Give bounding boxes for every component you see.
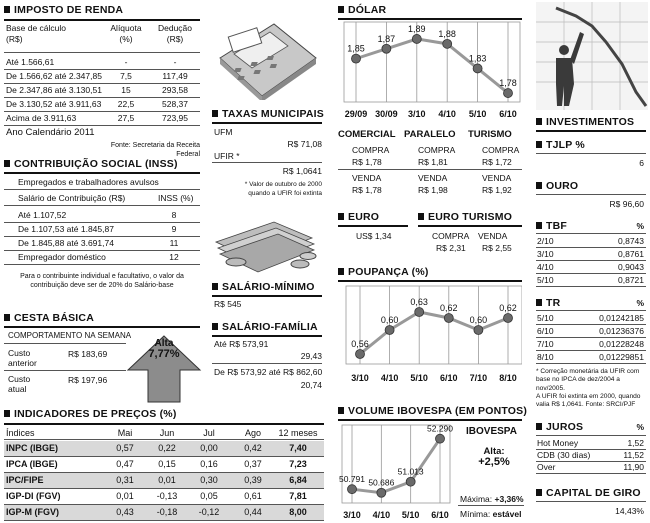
tr-row-value: 0,01242185 [599,313,644,323]
juros-pct: % [636,422,644,432]
dolar-venda-value: R$ 1,92 [482,185,512,195]
inss-row-pct: 8 [171,210,177,220]
ind-row-name: INPC (IBGE) [6,443,59,453]
divider [536,363,646,364]
tr-row-value: 0,01229851 [599,352,644,362]
ir-row-base: De 3.130,52 até 3.911,63 [6,99,102,109]
juros-row-value: 1,52 [627,438,644,448]
divider [4,250,200,251]
divider [536,247,646,248]
juros-row-value: 11,90 [623,462,644,472]
fam-v1: 29,43 [300,351,322,361]
juros-row-label: Hot Money [537,438,579,448]
divider [4,97,200,98]
ir-row-base: Até 1.566,61 [6,57,55,67]
dolar-compra-label: COMPRA [352,145,390,155]
ir-row-aliquota: 7,5 [120,71,132,81]
fam-v2: 20,74 [300,380,322,390]
ufm-label: UFM [214,127,233,137]
ind-row-value: 0,16 [200,459,218,469]
chart-point [352,54,361,63]
ind-row-value: 0,30 [200,475,218,485]
tr-note: * Correção monetária da UFIR com base no IPCA de dez/2004 a nov/2005. A UFIR foi extinta em 2000, quando valia R$ 1,0641. Fonte: SRCI/PJF [536,368,641,409]
ind-row-value: -0,12 [198,507,220,517]
chart-data-label: 0,56 [351,339,369,349]
ind-row-name: IPCA (IBGE) [6,459,58,469]
ir-row-deducao: - [173,57,177,67]
money-illustration [212,212,318,276]
cesta-sub: COMPORTAMENTO NA SEMANA [8,331,132,340]
euro-value: US$ 1,34 [356,231,392,241]
chart-tick-label: 30/09 [375,109,398,119]
ind-row-value: -0,18 [156,507,178,517]
tr-row-label: 8/10 [537,352,554,362]
dolar-chart [338,20,522,120]
ibov-label: IBOVESPA [466,426,517,437]
chart-point [348,485,357,494]
ibov-alta: Alta: +2,5% [478,446,510,468]
ir-row-aliquota: - [124,57,128,67]
dolar-title: DÓLAR [338,4,386,16]
ind-header: Jun [159,428,175,438]
ir-row-deducao: 528,37 [162,99,188,109]
businessman-illustration [536,2,648,110]
chart-tick-label: 3/10 [343,510,361,520]
divider [536,337,646,338]
inss-sub: Empregados e trabalhadores avulsos [18,177,159,187]
chart-tick-label: 8/10 [499,373,517,383]
inss-row-faixa: De 1.107,53 até 1.845,87 [18,224,114,234]
tr-row-value: 0,01236376 [599,326,644,336]
chart-data-label: 50.791 [339,474,365,485]
eurot-venda-label: VENDA [478,231,508,241]
poup-chart [338,284,522,384]
tjlp-title: TJLP % [536,139,585,151]
divider [338,169,522,170]
ir-row-aliquota: 22,5 [117,99,135,109]
ind-row-value: 0,39 [244,475,262,485]
juros-row-label: CDB (30 dias) [537,450,591,460]
tbf-row-value: 0,8743 [618,236,644,246]
dolar-compra-label: COMPRA [482,145,520,155]
giro-title: CAPITAL DE GIRO [536,487,641,499]
dolar-col-header: TURISMO [468,129,512,140]
euro-title: EURO [338,211,379,223]
ouro-title: OURO [536,180,578,192]
taxas-title: TAXAS MUNICIPAIS [212,108,324,120]
ind-row-value: -0,13 [156,491,178,501]
chart-tick-label: 4/10 [438,109,456,119]
chart-point [406,477,415,486]
ir-row-deducao: 293,58 [162,85,188,95]
tjlp-value: 6 [639,158,644,168]
chart-point [412,34,421,43]
chart-point [504,314,513,323]
divider [536,260,646,261]
ir-header-deducao: Dedução (R$) [157,23,193,44]
divider [4,125,200,126]
ufm-value: R$ 71,08 [287,139,322,149]
dolar-compra-value: R$ 1,72 [482,157,512,167]
ind-row-value: 0,31 [116,475,134,485]
ouro-value: R$ 96,60 [609,199,644,209]
ind-row-value: 0,44 [244,507,262,517]
eurot-venda-value: R$ 2,55 [482,243,512,253]
sal-title: SALÁRIO-MÍNIMO [212,281,315,293]
ind-row-value: 8,00 [289,507,307,517]
ind-row-value: 0,22 [158,443,176,453]
ind-header: Índices [6,428,35,438]
chart-data-label: 1,89 [408,23,426,34]
dolar-col-header: COMERCIAL [338,129,396,140]
dolar-compra-label: COMPRA [418,145,456,155]
ind-title: INDICADORES DE PREÇOS (%) [4,408,177,420]
ibov-max: Máxima: +3,36% [460,494,524,504]
divider [4,456,324,457]
ind-row-value: 0,15 [158,459,176,469]
ind-row-value: 0,42 [244,443,262,453]
ir-row-base: Acima de 3.911,63 [6,113,77,123]
tbf-row-value: 0,8721 [618,275,644,285]
giro-value: 14,43% [615,506,644,516]
chart-tick-label: 3/10 [408,109,426,119]
chart-point [444,314,453,323]
inss-row-faixa: De 1.845,88 até 3.691,74 [18,238,114,248]
ufir-value: R$ 1,0641 [282,166,322,176]
fam-title: SALÁRIO-FAMÍLIA [212,321,318,333]
tbf-row-value: 0,9043 [618,262,644,272]
taxas-note: * Valor de outubro de 2000 quando a UFIR foi extinta [244,181,322,197]
chart-point [474,326,483,335]
chart-point [504,89,513,98]
ind-row-value: 0,47 [116,459,134,469]
divider [4,520,324,521]
tr-title: TR [536,297,560,309]
juros-row-value: 11,52 [623,450,644,460]
ir-header-base: Base de cálculo (R$) [6,23,67,44]
ind-row-value: 0,61 [244,491,262,501]
ind-row-value: 6,84 [289,475,307,485]
chart-point [385,326,394,335]
ir-title: IMPOSTO DE RENDA [4,4,123,16]
chart-data-label: 0,60 [380,315,399,325]
divider [536,473,646,474]
inss-row-pct: 11 [169,238,179,248]
cesta-anterior-value: R$ 183,69 [68,349,108,359]
inv-title: INVESTIMENTOS [536,116,634,128]
chart-frame [346,286,522,364]
chart-tick-label: 4/10 [380,373,399,383]
divider [4,488,324,489]
dolar-venda-label: VENDA [418,173,448,183]
eurot-title: EURO TURISMO [418,211,512,223]
eurot-compra-value: R$ 2,31 [436,243,466,253]
cesta-anterior-label: Custo anterior [8,348,37,368]
chart-data-label: 52.290 [427,423,453,434]
chart-point [473,64,482,73]
dolar-venda-value: R$ 1,98 [418,185,448,195]
chart-tick-label: 3/10 [351,373,369,383]
dolar-col-header: PARALELO [404,129,456,140]
ind-row-value: 7,81 [289,491,307,501]
ir-row-base: De 2.347,86 até 3.130,51 [6,85,102,95]
ind-row-value: 0,37 [244,459,262,469]
ir-ano: Ano Calendário 2011 [6,127,95,138]
ir-fonte: Fonte: Secretaria da Receita Federal [110,142,200,158]
inss-header-inss: INSS (%) [158,193,194,203]
chart-data-label: 0,62 [440,303,458,313]
chart-tick-label: 6/10 [431,510,449,520]
divider [4,83,200,84]
juros-row-label: Over [537,462,556,472]
chart-point [356,350,365,359]
chart-tick-label: 6/10 [499,109,517,119]
tr-pct: % [636,298,644,308]
ind-row-value: 0,01 [116,491,134,501]
dolar-venda-value: R$ 1,78 [352,185,382,195]
ir-row-deducao: 117,49 [162,71,188,81]
chart-tick-label: 29/09 [344,109,368,119]
tbf-pct: % [636,221,644,231]
divider [536,324,646,325]
ind-row-value: 0,01 [158,475,176,485]
divider [536,286,646,287]
chart-data-label: 1,88 [438,28,456,39]
inss-title: CONTRIBUIÇÃO SOCIAL (INSS) [4,158,178,170]
chart-data-label: 0,63 [410,297,428,307]
chart-point [377,488,386,497]
tbf-row-value: 0,8761 [618,249,644,259]
ind-row-name: IGP-M (FGV) [6,507,59,517]
ir-row-aliquota: 15 [121,85,131,95]
divider [4,264,200,265]
sal-value: R$ 545 [214,299,242,309]
tbf-row-label: 3/10 [537,249,554,259]
divider [4,111,200,112]
chart-point [443,39,452,48]
tbf-title: TBF [536,220,567,232]
ind-header: Jul [203,428,215,438]
ind-row-value: 7,40 [289,443,307,453]
juros-title: JUROS [536,421,583,433]
dolar-compra-value: R$ 1,81 [418,157,448,167]
divider [536,350,646,351]
vol-chart [338,423,456,521]
dolar-venda-label: VENDA [352,173,382,183]
chart-data-label: 0,62 [499,303,517,313]
eurot-compra-label: COMPRA [432,231,470,241]
ir-row-deducao: 723,95 [162,113,188,123]
chart-tick-label: 5/10 [468,109,487,119]
inss-note: Para o contribuinte individual e facultativo, o valor da contribuição deve ser de 20% do Salário-base [20,273,184,289]
fam-r1: Até R$ 573,91 [214,339,269,349]
ind-row-value: 0,57 [116,443,134,453]
tr-row-label: 5/10 [537,313,554,323]
vol-title: VOLUME IBOVESPA (EM PONTOS) [338,405,527,417]
tbf-row-label: 2/10 [537,236,554,246]
inss-row-pct: 12 [169,252,179,262]
chart-tick-label: 6/10 [440,373,458,383]
tr-row-label: 6/10 [537,326,554,336]
tbf-row-label: 4/10 [537,262,554,272]
inss-row-faixa: Até 1.107,52 [18,210,67,220]
inss-row-pct: 9 [171,224,177,234]
poup-title: POUPANÇA (%) [338,266,429,278]
ibov-min: Mínima: estável [460,509,522,519]
ind-header: 12 meses [278,428,318,438]
tbf-row-label: 5/10 [537,275,554,285]
ir-row-base: De 1.566,62 até 2.347,85 [6,71,102,81]
cesta-title: CESTA BÁSICA [4,312,94,324]
inss-row-faixa: Empregador doméstico [18,252,106,262]
inss-header-salario: Salário de Contribuição (R$) [18,193,126,203]
chart-data-label: 51.013 [397,466,424,477]
ind-header: Mai [117,428,133,438]
tr-row-label: 7/10 [537,339,554,349]
dolar-venda-label: VENDA [482,173,512,183]
ind-row-value: 0,43 [116,507,134,517]
divider [4,222,200,223]
chart-data-label: 0,60 [469,315,488,325]
ind-row-value: 0,00 [200,443,218,453]
ind-row-name: IGP-DI (FGV) [6,491,61,501]
dolar-compra-value: R$ 1,78 [352,157,382,167]
chart-point [382,44,391,53]
chart-data-label: 1,78 [499,78,517,89]
chart-data-label: 1,85 [347,43,365,54]
chart-tick-label: 7/10 [469,373,488,383]
divider [4,236,200,237]
ind-row-name: IPC/FIPE [6,475,44,485]
divider [536,273,646,274]
chart-data-label: 1,83 [468,53,487,64]
calculator-illustration [212,12,318,100]
cesta-atual-value: R$ 197,96 [68,375,108,385]
chart-data-label: 50.686 [368,477,395,488]
ir-row-aliquota: 27,5 [117,113,135,123]
tr-row-value: 0,01228248 [599,339,644,349]
ufir-label: UFIR * [214,151,240,161]
chart-point [436,434,445,443]
divider [4,69,200,70]
cesta-alta: Alta 7,77% [148,338,180,360]
fam-r2: De R$ 573,92 até R$ 862,60 [214,367,323,377]
ind-row-value: 0,05 [200,491,218,501]
chart-frame [344,22,520,102]
chart-data-label: 1,87 [377,33,396,44]
chart-tick-label: 5/10 [401,510,420,520]
ind-header: Ago [244,428,261,438]
chart-point [415,308,424,317]
cesta-atual-label: Custo atual [8,374,31,394]
chart-tick-label: 4/10 [372,510,391,520]
chart-tick-label: 5/10 [410,373,428,383]
ind-row-value: 7,23 [289,459,307,469]
ir-header-aliquota: Alíquota (%) [110,23,142,44]
